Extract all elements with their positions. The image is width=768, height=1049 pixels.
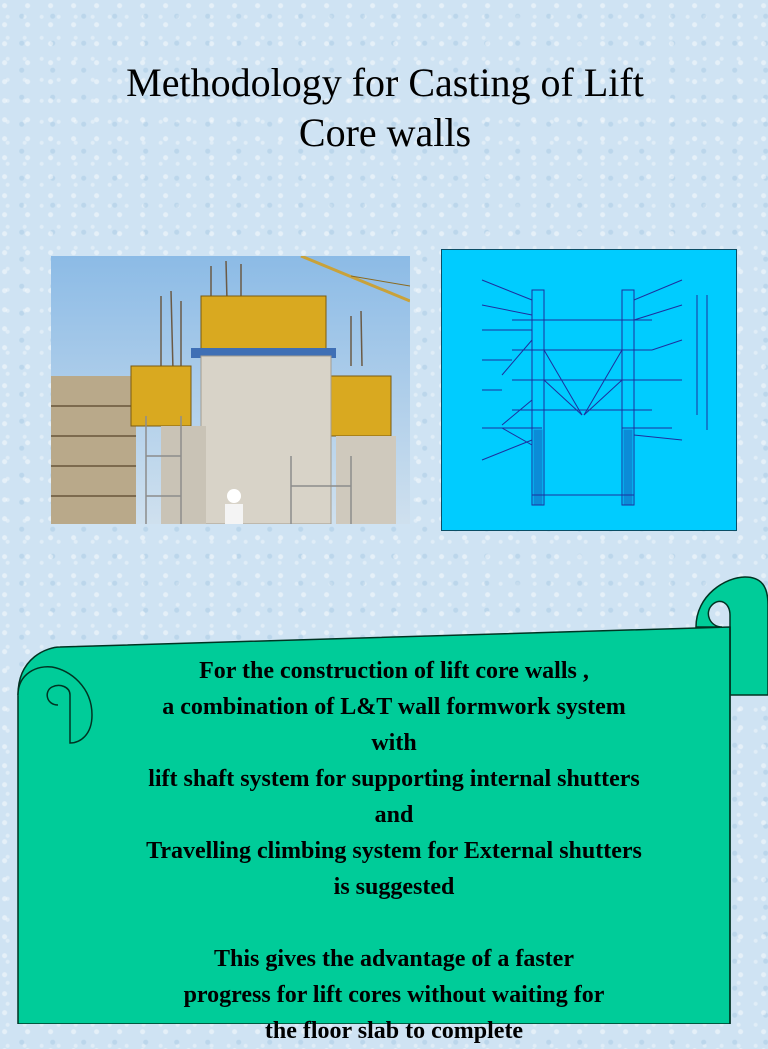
scroll-line-4: lift shaft system for supporting internal shutters [148, 766, 640, 792]
slide-title [40, 58, 730, 158]
scroll-text [40, 653, 748, 1049]
construction-photo [51, 256, 410, 524]
scroll-line-9: progress for lift cores without waiting for [183, 982, 605, 1008]
scroll-line-8: This gives the advantage of a faster [214, 946, 574, 972]
scroll-line-3: with [371, 730, 417, 756]
scroll-line-6: Travelling climbing system for External shutters [146, 838, 642, 864]
slide-title-line-1: Methodology for Casting of Lift [126, 60, 644, 105]
scroll-line-1: For the construction of lift core walls , [199, 658, 589, 684]
formwork-drawing-illustration [442, 250, 736, 530]
slide-title-line-2: Core walls [298, 110, 472, 155]
scroll-banner [0, 575, 768, 1044]
scroll-line-7: is suggested [333, 874, 455, 900]
scroll-line-5: and [374, 802, 414, 828]
formwork-section-drawing [441, 249, 737, 531]
scroll-paragraph-gap [40, 905, 748, 941]
construction-photo-illustration [51, 256, 410, 524]
scroll-line-2: a combination of L&T wall formwork system [162, 694, 626, 720]
scroll-line-10: the floor slab to complete [264, 1018, 524, 1044]
